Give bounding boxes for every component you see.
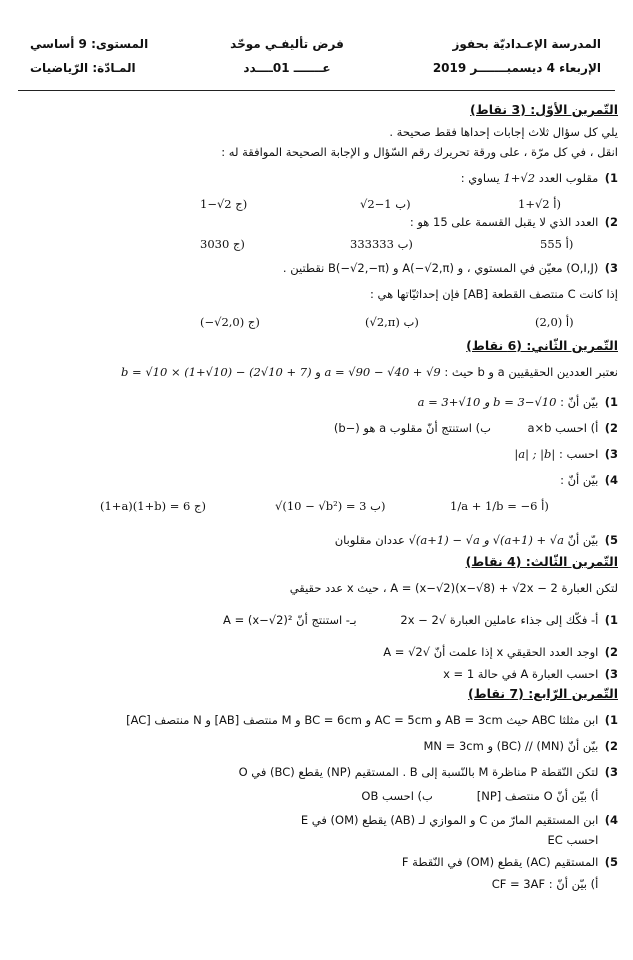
ex2-title: التّمرين الثّاني: (6 نقاط) [466,338,618,353]
ex2-def-a: a = √90 − √40 + √9 [324,365,441,379]
ex2-q4 [14,470,618,490]
ex4-q3-a: أ) بيّن أنّ O منتصف [NP] [476,789,599,803]
ex2-q3-num: 3) [604,447,618,461]
exam-title: فرض تأليفـي موحّد [230,37,344,51]
exam-date: الإربعاء 4 ديسمبـــــــر 2019 [432,61,601,75]
ex3-q3-num: 3) [604,667,618,681]
ex1-intro1: يلي كل سؤال ثلاث إجابات إحداها فقط صحيحة . [389,125,618,139]
ex1-q1-num: 1) [604,171,618,185]
ex4-title: التّمرين الرّابع: (7 نقاط) [467,686,618,701]
ex1-q1-expr: 1+√2 [503,171,536,185]
ex1-q3-text: (O,I,J) معيّن في المستوي ، و A(−√2,π) و B(−√2,−π) نقطتين . [282,261,599,275]
ex2-q1-expr: a = 3+√10 و b = 3−√10 [417,395,557,409]
header-left [30,32,170,80]
ex4-q2-num: 2) [604,739,618,753]
ex1-title: التّمرين الأوّل: (3 نقاط) [470,102,618,117]
ex4-q5-a: أ) بيّن أنّ : CF = 3AF [491,877,599,891]
ex4-q3-num: 3) [604,765,618,779]
ex2-q3 [14,444,618,464]
ex1-q1-option-b: √2−1 ب) [360,197,411,211]
ex4-q3 [14,762,618,782]
ex1-q3-option-b: (√2,π) ب) [365,315,419,329]
exam-header [0,32,633,88]
ex1-q3-num: 3) [604,261,618,275]
ex1-q3 [14,258,618,278]
ex1-q2-option-b: 333333 ب) [350,237,413,251]
ex2-q5-expr: √(a+1) − √a و √(a+1) + √a [408,533,564,547]
ex4-q5-text: المستقيم (AC) يقطع (OM) في النّقطة F [401,855,599,869]
ex1-q1-option-a: 1+√2 أ) [518,197,561,211]
subject: المـادّة: الرّياضيات [30,61,136,75]
ex2-q5 [14,530,618,550]
ex2-intro-text: نعتبر العددين الحقيقيين a و b حيث : [444,365,618,379]
ex4-q3-b: ب) احسب OB [361,789,433,803]
ex2-q1-num: 1) [604,395,618,409]
ex3-q1-b: بـ- استنتج أنّ A = (x−√2)² [223,613,357,627]
ex2-q2-a: أ) احسب a×b [527,421,599,435]
ex3-q2-num: 2) [604,645,618,659]
ex2-q4-num: 4) [604,473,618,487]
ex4-q4-text2: احسب EC [547,833,599,847]
ex2-q5-text: بيّن أنّ [567,533,599,547]
header-center [222,32,352,80]
ex1-q2-num: 2) [604,215,618,229]
ex1-q1-option-c: 1−√2 ج) [200,197,248,211]
ex4-q2-text: بيّن أنّ (MN) // (BC) و MN = 3cm [423,739,599,753]
ex2-q4-option-a: 1/a + 1/b = −6 أ) [450,499,549,513]
ex2-q3-expr: |a| ; |b| [514,447,556,461]
exam-number: عـــــــ 01ــــدد [243,61,331,75]
ex1-q2-option-c: 3030 ج) [200,237,245,251]
ex3-q3 [14,664,618,684]
ex4-q3-text: لتكن النّقطة P مناظرة M بالنّسبة إلى B . المستقيم (NP) يقطع (BC) في O [238,765,599,779]
ex3-title: التّمرين الثّالث: (4 نقاط) [465,554,618,569]
ex4-q4 [14,810,618,830]
ex4-q1 [14,710,618,730]
ex4-q3-subparts [14,786,618,806]
ex4-q5 [14,852,618,872]
ex3-q1-a: أ- فكّك إلى جذاء عاملين العبارة √2x − 2 [400,613,599,627]
ex1-q2-text: العدد الذي لا يقبل القسمة على 15 هو : [409,215,599,229]
ex2-q5-text2: عددان مقلوبان [334,533,405,547]
ex1-q2-option-a: 555 أ) [540,237,574,251]
ex2-q4-text: بيّن أنّ : [560,473,599,487]
ex2-q1-text: بيّن أنّ : [560,395,599,409]
level: المستوى: 9 أساسي [30,37,149,51]
ex4-q4-num: 4) [604,813,618,827]
ex2-and: و [315,365,321,379]
school-name: المدرسة الإعـداديّة بحفوز [452,37,601,51]
ex2-q1 [14,392,618,412]
ex3-q2 [14,642,618,662]
ex1-q1 [14,168,618,188]
ex3-intro: لتكن العبارة A = (x−√2)(x−√8) + √2x − 2 ، حيث x عدد حقيقي [289,581,618,595]
ex1-q3-text2: إذا كانت C منتصف القطعة [AB] فإن إحداثيّاتها هي : [370,287,618,301]
ex2-intro [14,362,618,382]
ex1-q3-option-a: (2,0) أ) [535,315,574,329]
ex1-q3-option-c: (−√2,0) ج) [200,315,260,329]
ex4-q2 [14,736,618,756]
ex1-q1-text: مقلوب العدد [538,171,599,185]
header-right [411,32,601,80]
header-divider [18,90,615,91]
ex4-q4-text: ابن المستقيم المارّ من C و الموازي لـ (AB) يقطع (OM) في E [300,813,599,827]
ex2-q2 [14,418,618,438]
ex2-q5-num: 5) [604,533,618,547]
ex4-q5-num: 5) [604,855,618,869]
ex2-q2-b: ب) استنتج أنّ مقلوب a هو (−b) [333,421,491,435]
ex2-q4-option-b: √(10 − √b²) = 3 ب) [275,499,386,513]
ex3-q1-num: 1) [604,613,618,627]
ex2-q2-num: 2) [604,421,618,435]
ex3-q3-text: احسب العبارة A في حالة x = 1 [443,667,599,681]
ex2-q4-option-c: (1+a)(1+b) = 6 ج) [100,499,206,513]
ex1-intro2: انقل ، في كل مرّة ، على ورقة تحريرك رقم السّؤال و الإجابة الصحيحة الموافقة له : [221,145,618,159]
ex3-q2-text: اوجد العدد الحقيقي x إذا علمت أنّ √A = √2 [383,645,599,659]
ex1-q1-text2: يساوي : [460,171,500,185]
ex4-q1-num: 1) [604,713,618,727]
ex3-q1 [14,610,618,630]
ex2-q3-text: احسب : [558,447,599,461]
ex2-def-b: b = √10 × (1+√10) − (2√10 + 7) [121,365,312,379]
ex4-q1-text: ابن مثلثا ABC حيث AB = 3cm و AC = 5cm و BC = 6cm و M منتصف [AB] و N منتصف [AC] [126,713,599,727]
ex1-q2 [14,212,618,232]
